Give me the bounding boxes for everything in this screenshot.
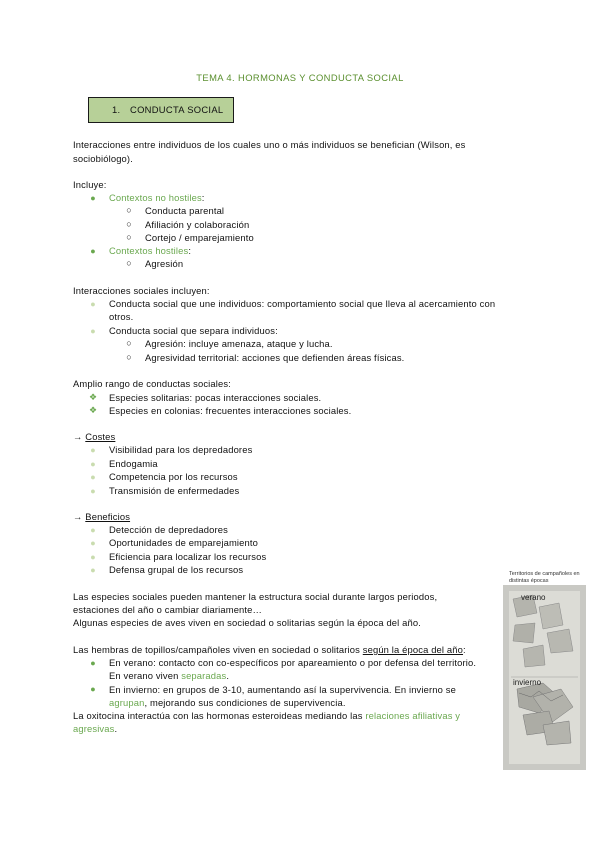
bullet-circle: ○	[126, 338, 132, 348]
oxitocina-line-2: agresivas.	[73, 723, 118, 734]
list-item: Conducta social que separa individuos:	[109, 325, 278, 336]
list-item: Contextos hostiles:	[109, 245, 192, 256]
list-item: Agresividad territorial: acciones que defienden áreas físicas.	[145, 352, 405, 363]
list-item: Visibilidad para los depredadores	[109, 444, 253, 455]
photo-label-bottom: invierno	[513, 678, 542, 687]
list-item: Defensa grupal de los recursos	[109, 564, 244, 575]
list-item: Especies en colonias: frecuentes interacciones sociales.	[109, 405, 352, 416]
list-item: En invierno: en grupos de 3-10, aumentando así la supervivencia. En invierno se	[109, 684, 456, 695]
list-item: Agresión	[145, 258, 184, 269]
bullet-circle: ○	[126, 352, 132, 362]
list-item: Oportunidades de emparejamiento	[109, 537, 259, 548]
bullet-dot: ●	[90, 472, 96, 482]
list-item-continuation: agrupan, mejorando sus condiciones de supervivencia.	[109, 697, 346, 708]
bullet-circle: ○	[126, 219, 132, 229]
photo-caption: Territorios de campañoles en distintas épocas	[509, 571, 580, 584]
bullet-dot: ●	[90, 299, 96, 309]
document-title: TEMA 4. HORMONAS Y CONDUCTA SOCIAL	[196, 72, 404, 83]
territory-photo	[503, 585, 586, 770]
list-item: Afiliación y colaboración	[145, 219, 250, 230]
list-item: Competencia por los recursos	[109, 471, 238, 482]
bullet-dot: ●	[90, 684, 96, 694]
list-item-continuation: En verano viven separadas.	[109, 670, 230, 681]
section-heading	[88, 97, 234, 123]
list-item: Conducta parental	[145, 205, 225, 216]
paragraph-line: Algunas especies de aves viven en sociedad o solitarias según la época del año.	[73, 617, 422, 628]
incluye-heading: Incluye:	[73, 179, 107, 190]
list-item: Contextos no hostiles:	[109, 192, 205, 203]
bullet-dot: ●	[90, 525, 96, 535]
bullet-dot: ●	[90, 538, 96, 548]
bullet-dot: ●	[90, 565, 96, 575]
topillos-lead: Las hembras de topillos/campañoles viven en sociedad o solitarios según la época del año:	[73, 644, 466, 655]
costes-heading: → Costes	[73, 431, 116, 442]
list-item-continuation: otros.	[109, 311, 134, 322]
bullet-dot: ●	[90, 326, 96, 336]
bullet-dot: ●	[90, 552, 96, 562]
intro-line-1: Interacciones entre individuos de los cuales uno o más individuos se benefician (Wilson, es	[73, 139, 466, 150]
bullet-diamond: ❖	[88, 392, 98, 402]
oxitocina-line-1: La oxitocina interactúa con las hormonas esteroideas mediando las relaciones afiliativas y	[73, 710, 461, 721]
section-number: 1.	[112, 104, 121, 115]
bullet-dot: ●	[90, 486, 96, 496]
list-item: Transmisión de enfermedades	[109, 485, 240, 496]
interacciones-heading: Interacciones sociales incluyen:	[73, 285, 210, 296]
list-item: Eficiencia para localizar los recursos	[109, 551, 267, 562]
bullet-circle: ○	[126, 232, 132, 242]
photo-label-top: verano	[521, 593, 546, 602]
list-item: Conducta social que une individuos: comportamiento social que lleva al acercamiento con	[109, 298, 496, 309]
bullet-circle: ○	[126, 205, 132, 215]
intro-line-2: sociobiólogo).	[73, 153, 133, 164]
list-item: En verano: contacto con co-específicos por apareamiento o por defensa del territorio.	[109, 657, 477, 668]
bullet-dot: ●	[90, 459, 96, 469]
bullet-circle: ○	[126, 258, 132, 268]
list-item: Cortejo / emparejamiento	[145, 232, 254, 243]
bullet-dot: ●	[90, 193, 96, 203]
rango-heading: Amplio rango de conductas sociales:	[73, 378, 231, 389]
list-item: Agresión: incluye amenaza, ataque y lucha.	[145, 338, 333, 349]
list-item: Endogamia	[109, 458, 158, 469]
section-label: CONDUCTA SOCIAL	[130, 104, 224, 115]
list-item: Detección de depredadores	[109, 524, 228, 535]
paragraph-line: estaciones del año o cambiar diariamente…	[73, 604, 263, 615]
list-item: Especies solitarias: pocas interacciones sociales.	[109, 392, 322, 403]
bullet-dot: ●	[90, 246, 96, 256]
bullet-diamond: ❖	[88, 405, 98, 415]
bullet-dot: ●	[90, 445, 96, 455]
paragraph-line: Las especies sociales pueden mantener la estructura social durante largos periodos,	[73, 591, 438, 602]
bullet-dot: ●	[90, 658, 96, 668]
beneficios-heading: → Beneficios	[73, 511, 131, 522]
